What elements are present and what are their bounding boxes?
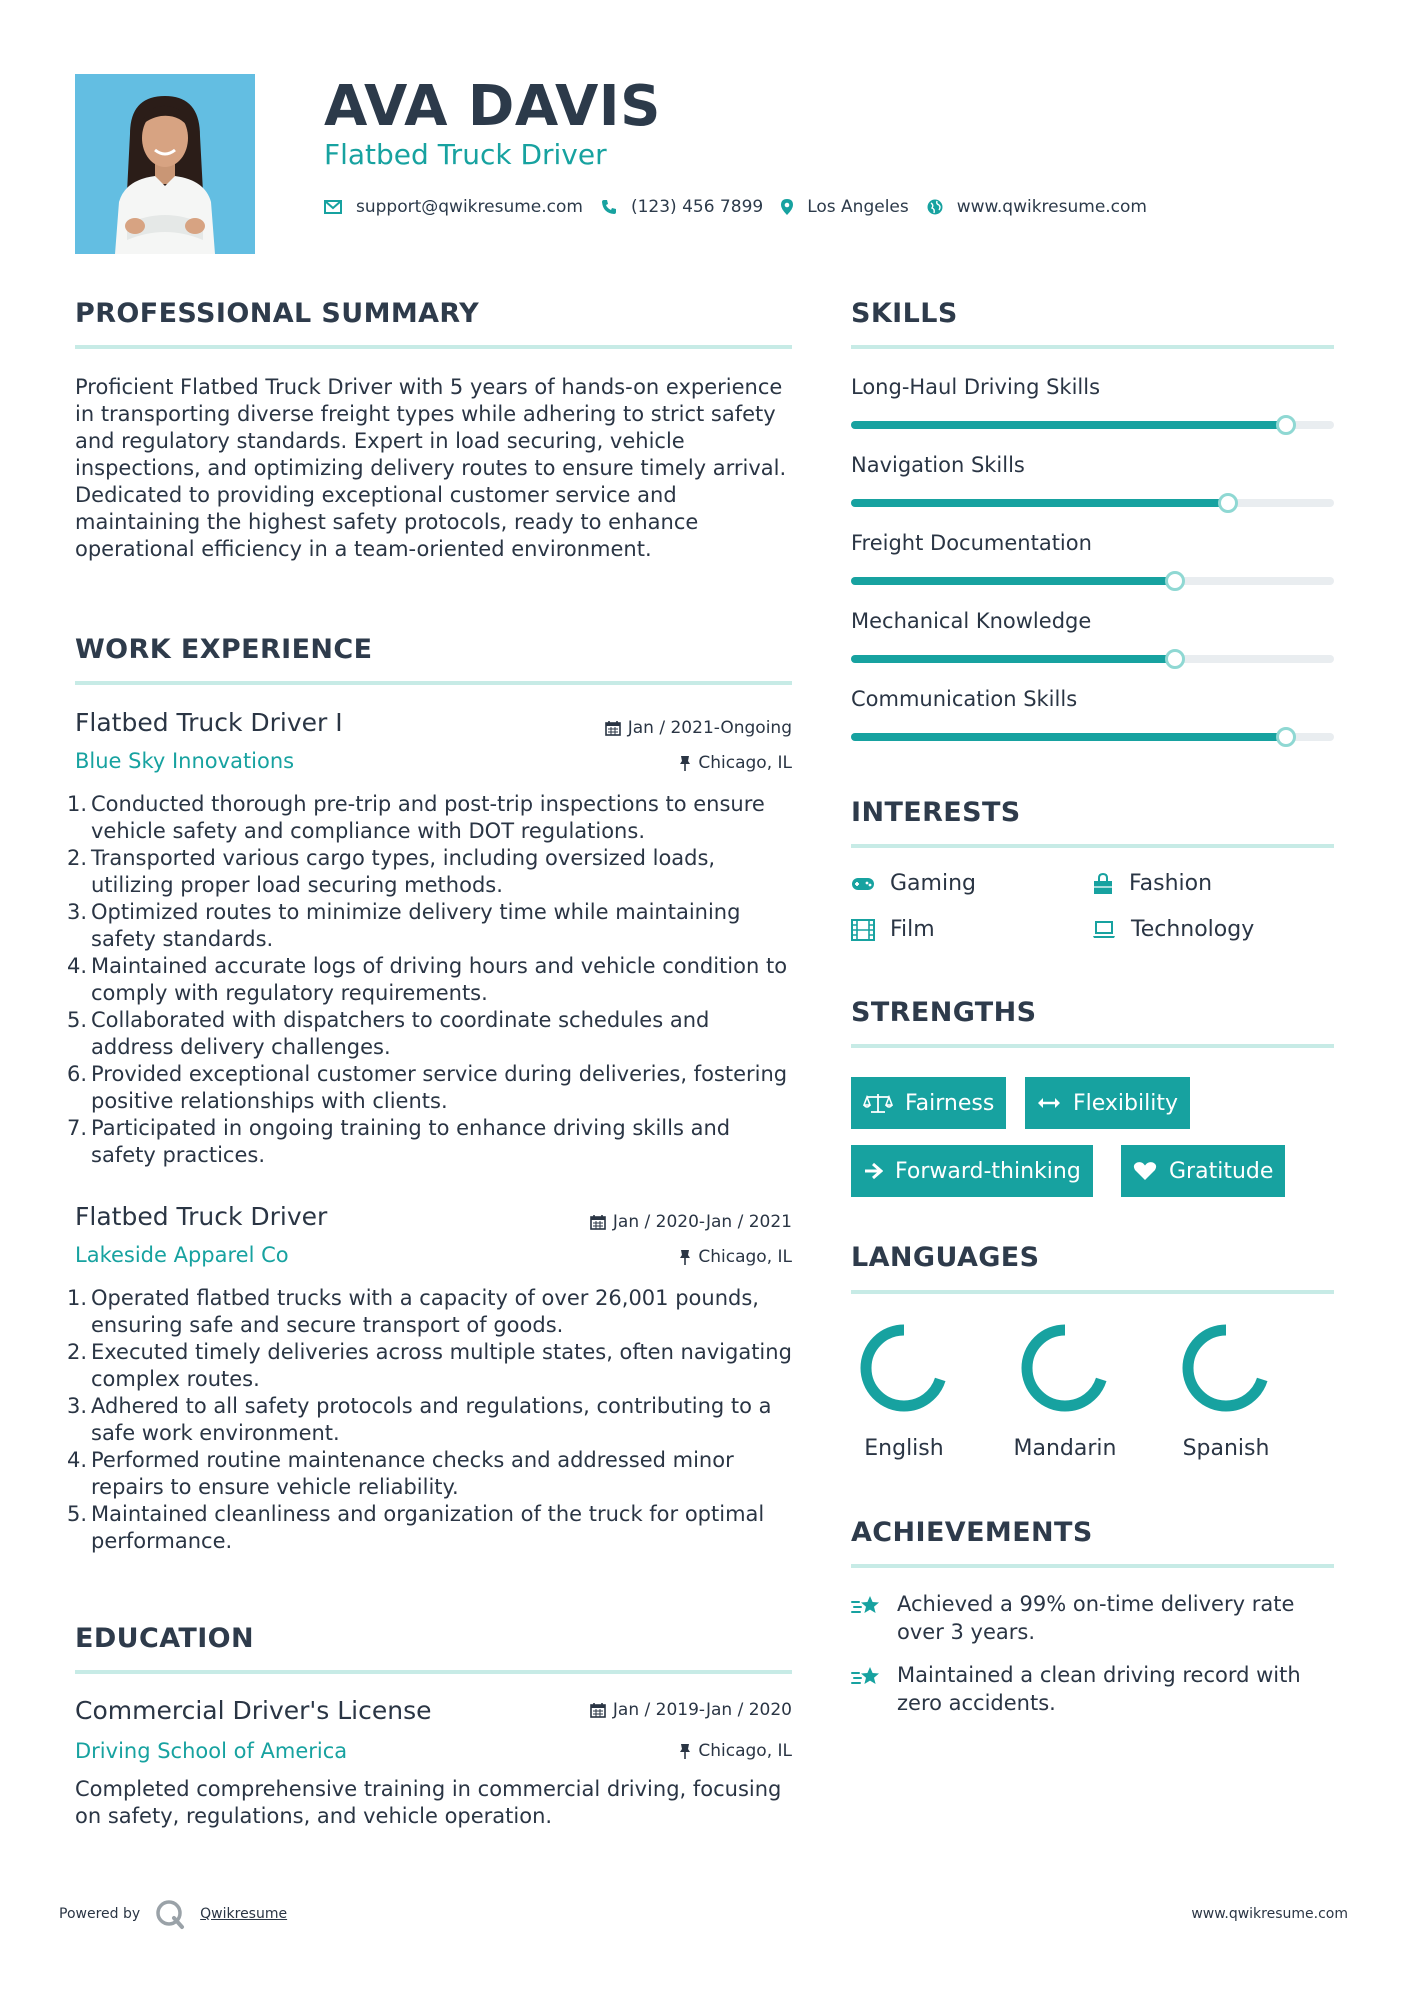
- arrow-right-icon: [863, 1162, 883, 1180]
- summary-text: Proficient Flatbed Truck Driver with 5 years of hands-on experience in transporting diverse freight types while adhering to strict safety and regulatory standards. Expert in load securing, vehicle inspections, and optimizing delivery routes to ensure timely arrival. Dedicated to providing exceptional customer service and maintaining the highest safety protocols, ready to enhance operational efficiency in a team-oriented environment.: [75, 375, 787, 561]
- responsibility-number: 4.: [67, 954, 88, 978]
- skill-bar-knob: [1165, 649, 1185, 669]
- interest-gaming: [851, 871, 976, 896]
- job-responsibilities: [67, 1285, 797, 1555]
- responsibility-number: 5.: [67, 1502, 88, 1526]
- job-dates: [605, 718, 792, 738]
- responsibility-text: Transported various cargo types, including oversized loads, utilizing proper load securing methods.: [91, 846, 716, 897]
- responsibility-number: 3.: [67, 900, 88, 924]
- languages-divider: [851, 1290, 1334, 1294]
- qwikresume-link[interactable]: Qwikresume: [200, 1906, 288, 1922]
- film-icon: [851, 919, 875, 941]
- responsibility-item: [67, 1501, 797, 1555]
- responsibility-number: 3.: [67, 1394, 88, 1418]
- achievements-divider: [851, 1564, 1334, 1568]
- education-description: Completed comprehensive training in commercial driving, focusing on safety, regulations, and vehicle operation.: [75, 1777, 782, 1828]
- education-location: [679, 1741, 792, 1761]
- job-dates-text: Jan / 2020-Jan / 2021: [612, 1212, 792, 1232]
- interest-technology: [1092, 917, 1254, 942]
- contact-website-text: www.qwikresume.com: [956, 197, 1147, 217]
- achievements-heading: ACHIEVEMENTS: [851, 1517, 1093, 1548]
- responsibility-text: Executed timely deliveries across multiple states, often navigating complex routes.: [91, 1340, 792, 1391]
- skill-bar-track: [851, 499, 1334, 507]
- skill-bar-fill: [851, 733, 1286, 741]
- map-pin-icon: [781, 199, 793, 215]
- contact-website[interactable]: [927, 197, 1147, 217]
- summary-heading: PROFESSIONAL SUMMARY: [75, 298, 480, 329]
- responsibility-item: [67, 1339, 797, 1393]
- interest-film: [851, 917, 935, 942]
- skill-bar-knob: [1276, 415, 1296, 435]
- job-location: [679, 753, 792, 773]
- strengths-heading: STRENGTHS: [851, 997, 1037, 1028]
- skill-name: Communication Skills: [851, 687, 1078, 711]
- thumbtack-icon: [679, 1249, 691, 1265]
- skill-name: Freight Documentation: [851, 531, 1092, 555]
- shooting-star-icon: [851, 1592, 883, 1620]
- skill-bar-fill: [851, 499, 1228, 507]
- gamepad-icon: [851, 876, 875, 892]
- thumbtack-icon: [679, 755, 691, 771]
- achievement-text: Maintained a clean driving record with zero accidents.: [897, 1663, 1301, 1715]
- calendar-icon: [590, 1214, 606, 1230]
- candidate-title: Flatbed Truck Driver: [324, 138, 607, 171]
- responsibility-text: Maintained cleanliness and organization of the truck for optimal performance.: [91, 1502, 765, 1553]
- calendar-icon: [590, 1702, 606, 1718]
- responsibility-text: Performed routine maintenance checks and addressed minor repairs to ensure vehicle reliability.: [91, 1448, 734, 1499]
- responsibility-item: [67, 1285, 797, 1339]
- strength-label: Flexibility: [1073, 1090, 1178, 1116]
- responsibility-text: Operated flatbed trucks with a capacity of over 26,001 pounds, ensuring safe and secure transport of goods.: [91, 1286, 759, 1337]
- contact-phone-text: (123) 456 7899: [630, 197, 764, 217]
- job-location: [679, 1247, 792, 1267]
- candidate-name: AVA DAVIS: [324, 74, 661, 139]
- language-name: Mandarin: [1013, 1436, 1117, 1461]
- responsibility-number: 7.: [67, 1116, 88, 1140]
- languages-heading: LANGUAGES: [851, 1242, 1040, 1273]
- strength-badge-flexibility: [1025, 1077, 1190, 1129]
- footer-powered-by: [59, 1898, 287, 1930]
- responsibility-text: Provided exceptional customer service during deliveries, fostering positive relationships with clients.: [91, 1062, 788, 1113]
- strength-label: Forward-thinking: [895, 1158, 1081, 1184]
- language-ring: [1017, 1320, 1113, 1416]
- balance-scale-icon: [863, 1092, 893, 1114]
- skill-bar-track: [851, 421, 1334, 429]
- responsibility-item: [67, 1115, 797, 1169]
- phone-icon: [601, 199, 617, 215]
- responsibility-number: 1.: [67, 792, 88, 816]
- interests-divider: [851, 844, 1334, 848]
- education-heading: EDUCATION: [75, 1623, 255, 1654]
- shopping-bag-icon: [1092, 873, 1114, 895]
- strength-badge-fairness: [851, 1077, 1006, 1129]
- contact-email[interactable]: [324, 197, 583, 217]
- laptop-icon: [1092, 921, 1116, 939]
- responsibility-item: [67, 791, 797, 845]
- responsibility-number: 6.: [67, 1062, 88, 1086]
- responsibility-number: 2.: [67, 846, 88, 870]
- skill-bar-track: [851, 577, 1334, 585]
- calendar-icon: [605, 720, 621, 736]
- responsibility-number: 2.: [67, 1340, 88, 1364]
- strengths-divider: [851, 1044, 1334, 1048]
- responsibility-text: Maintained accurate logs of driving hours and vehicle condition to comply with regulatory requirements.: [91, 954, 788, 1005]
- education-degree: Commercial Driver's License: [75, 1696, 432, 1725]
- skill-name: Mechanical Knowledge: [851, 609, 1092, 633]
- skills-divider: [851, 345, 1334, 349]
- responsibility-text: Participated in ongoing training to enhance driving skills and safety practices.: [91, 1116, 731, 1167]
- education-divider: [75, 1670, 792, 1674]
- job-title: Flatbed Truck Driver I: [75, 708, 343, 737]
- interest-technology-label: Technology: [1131, 917, 1255, 942]
- job-location-text: Chicago, IL: [698, 1247, 792, 1267]
- language-ring: [856, 1320, 952, 1416]
- responsibility-text: Adhered to all safety protocols and regulations, contributing to a safe work environment.: [91, 1394, 772, 1445]
- interest-fashion-label: Fashion: [1129, 871, 1213, 896]
- thumbtack-icon: [679, 1743, 691, 1759]
- contact-location-text: Los Angeles: [807, 197, 909, 217]
- interest-fashion: [1092, 871, 1212, 896]
- responsibility-number: 4.: [67, 1448, 88, 1472]
- skill-name: Long-Haul Driving Skills: [851, 375, 1101, 399]
- language-name: Spanish: [1182, 1436, 1270, 1461]
- achievement-item: [851, 1661, 1341, 1717]
- responsibility-text: Optimized routes to minimize delivery time while maintaining safety standards.: [91, 900, 741, 951]
- education-location-text: Chicago, IL: [698, 1741, 792, 1761]
- language-name: English: [864, 1436, 944, 1461]
- skill-bar-fill: [851, 421, 1286, 429]
- responsibility-item: [67, 953, 797, 1007]
- heart-icon: [1133, 1161, 1157, 1181]
- job-dates-text: Jan / 2021-Ongoing: [627, 718, 792, 738]
- skill-bar-track: [851, 733, 1334, 741]
- envelope-icon: [324, 200, 342, 214]
- education-dates-text: Jan / 2019-Jan / 2020: [612, 1700, 792, 1720]
- job-company: Lakeside Apparel Co: [75, 1243, 289, 1267]
- experience-heading: WORK EXPERIENCE: [75, 634, 373, 665]
- skill-bar-knob: [1218, 493, 1238, 513]
- language-ring: [1178, 1320, 1274, 1416]
- arrows-horizontal-icon: [1037, 1096, 1061, 1110]
- job-responsibilities: [67, 791, 797, 1169]
- education-school: Driving School of America: [75, 1739, 348, 1763]
- skill-bar-knob: [1165, 571, 1185, 591]
- strength-badge-gratitude: [1121, 1145, 1285, 1197]
- responsibility-item: [67, 1007, 797, 1061]
- responsibility-item: [67, 1447, 797, 1501]
- skill-bar-fill: [851, 577, 1175, 585]
- responsibility-item: [67, 845, 797, 899]
- responsibility-item: [67, 1393, 797, 1447]
- skill-name: Navigation Skills: [851, 453, 1025, 477]
- job-dates: [590, 1212, 792, 1232]
- contact-location: [781, 197, 909, 217]
- skills-heading: SKILLS: [851, 298, 958, 329]
- profile-photo: [75, 74, 255, 254]
- interest-gaming-label: Gaming: [890, 871, 976, 896]
- experience-divider: [75, 681, 792, 685]
- responsibility-number: 1.: [67, 1286, 88, 1310]
- responsibility-text: Conducted thorough pre-trip and post-trip inspections to ensure vehicle safety and compliance with DOT regulations.: [91, 792, 765, 843]
- powered-by-text: Powered by: [59, 1906, 141, 1922]
- job-title: Flatbed Truck Driver: [75, 1202, 328, 1231]
- contact-phone[interactable]: [601, 197, 763, 217]
- achievement-text: Achieved a 99% on-time delivery rate over 3 years.: [897, 1592, 1295, 1644]
- interests-heading: INTERESTS: [851, 797, 1021, 828]
- shooting-star-icon: [851, 1663, 883, 1691]
- skill-bar-knob: [1276, 727, 1296, 747]
- qwikresume-logo-icon: [154, 1898, 188, 1930]
- summary-divider: [75, 345, 792, 349]
- globe-icon: [927, 199, 943, 215]
- achievement-item: [851, 1590, 1341, 1646]
- footer-website[interactable]: www.qwikresume.com: [1191, 1906, 1348, 1922]
- contact-bar: [324, 194, 1165, 220]
- strength-label: Fairness: [905, 1090, 995, 1116]
- responsibility-item: [67, 1061, 797, 1115]
- responsibility-text: Collaborated with dispatchers to coordinate schedules and address delivery challenges.: [91, 1008, 710, 1059]
- interest-film-label: Film: [890, 917, 935, 942]
- contact-email-text: support@qwikresume.com: [356, 197, 583, 217]
- strength-badge-forward-thinking: [851, 1145, 1093, 1197]
- education-dates: [590, 1700, 792, 1720]
- strength-label: Gratitude: [1169, 1158, 1274, 1184]
- responsibility-item: [67, 899, 797, 953]
- job-company: Blue Sky Innovations: [75, 749, 295, 773]
- job-location-text: Chicago, IL: [698, 753, 792, 773]
- responsibility-number: 5.: [67, 1008, 88, 1032]
- skill-bar-fill: [851, 655, 1175, 663]
- skill-bar-track: [851, 655, 1334, 663]
